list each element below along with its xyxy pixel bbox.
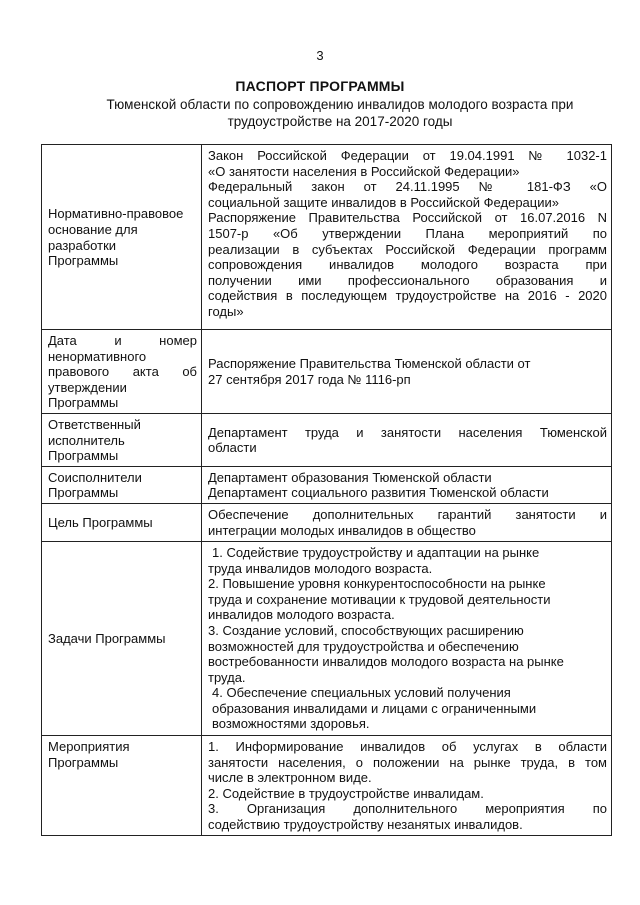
value-line: реализации в субъектах Российской Федерации программ	[208, 241, 607, 257]
row-value	[202, 503, 612, 541]
table-row	[42, 735, 612, 835]
label-line: утверждении	[48, 379, 127, 395]
value-line: возможностей для трудоустройства и обеспечению	[208, 638, 519, 654]
value-line: труда.	[208, 669, 246, 685]
row-label	[42, 413, 202, 466]
value-line: образования инвалидами и лицами с ограниченными	[212, 700, 537, 716]
row-label	[42, 735, 202, 835]
value-line: 27 сентября 2017 года № 1116-рп	[208, 371, 411, 387]
row-value	[202, 541, 612, 735]
value-line: Департамент труда и занятости населения Тюменской	[208, 424, 607, 440]
subtitle-line: Тюменской области по сопровождению инвалидов молодого возраста при	[106, 97, 574, 112]
value-line: содействия в последующем трудоустройстве на 2016 - 2020	[208, 288, 607, 304]
value-line: 1. Информирование инвалидов об услугах в области	[208, 738, 607, 754]
value-line: 3. Организация дополнительного мероприятия по	[208, 801, 607, 817]
value-line: сопровождения инвалидов молодого возраста при	[208, 257, 607, 273]
label-line: Программы	[48, 448, 119, 464]
value-line: 1. Содействие трудоустройству и адаптации на рынке	[212, 544, 540, 560]
row-value	[202, 330, 612, 414]
label-line: Мероприятия	[48, 738, 130, 754]
value-line: инвалидов молодого возраста.	[208, 607, 395, 623]
label-line: основание для	[48, 221, 138, 237]
row-label	[42, 145, 202, 330]
value-line: числе в электронном виде.	[208, 770, 372, 786]
table-row	[42, 145, 612, 330]
row-value	[202, 145, 612, 330]
label-line: Программы	[48, 395, 119, 411]
row-label	[42, 541, 202, 735]
subtitle-line: трудоустройстве на 2017-2020 годы	[227, 114, 453, 129]
value-line: Закон Российской Федерации от 19.04.1991 № 1032-1	[208, 148, 607, 163]
value-line: получении ими профессионального образования и	[208, 272, 607, 288]
table-row	[42, 466, 612, 503]
label-line: исполнитель	[48, 432, 125, 448]
value-line: труда и сохранение мотивации к трудовой деятельности	[208, 591, 551, 607]
value-line: Распоряжение Правительства Российской от 16.07.2016 N	[208, 210, 607, 226]
row-value	[202, 466, 612, 503]
value-line: социальной защите инвалидов в Российской Федерации»	[208, 194, 559, 210]
label-line: Задачи Программы	[48, 631, 166, 647]
table-row	[42, 330, 612, 414]
value-line: востребованности инвалидов молодого возраста на рынке	[208, 654, 564, 670]
row-label	[42, 503, 202, 541]
label-line: разработки	[48, 237, 117, 253]
label-line: Соисполнители	[48, 469, 142, 485]
passport-table	[41, 144, 612, 836]
value-line: Департамент образования Тюменской области	[208, 469, 492, 485]
value-line: возможностями здоровья.	[212, 716, 370, 732]
label-line: Ответственный	[48, 416, 141, 432]
label-line: Программы	[48, 754, 119, 770]
label-line: Программы	[48, 485, 119, 501]
value-line: занятости населения, о положении на рынке труда, в том	[208, 754, 607, 770]
table-row	[42, 413, 612, 466]
value-line: «О занятости населения в Российской Федерации»	[208, 163, 520, 179]
value-line: 1507-р «Об утверждении Плана мероприятий по	[208, 225, 607, 241]
table-row	[42, 541, 612, 735]
row-value	[202, 413, 612, 466]
page-number: 3	[316, 48, 324, 63]
label-line: Цель Программы	[48, 515, 153, 531]
value-line: Обеспечение дополнительных гарантий занятости и	[208, 506, 607, 522]
label-line: Программы	[48, 253, 119, 269]
label-line: правового акта об	[48, 364, 197, 380]
value-line: 2. Содействие в трудоустройстве инвалидам.	[208, 785, 484, 801]
row-label	[42, 466, 202, 503]
label-line: ненормативного	[48, 348, 147, 364]
table-row	[42, 503, 612, 541]
value-line: области	[208, 440, 257, 456]
value-line: 4. Обеспечение специальных условий получения	[212, 685, 511, 701]
value-line: Федеральный закон от 24.11.1995 № 181-ФЗ «О	[208, 179, 607, 195]
row-label	[42, 330, 202, 414]
label-line: Дата и номер	[48, 333, 197, 348]
value-line: интеграции молодых инвалидов в общество	[208, 522, 476, 538]
value-line: Департамент социального развития Тюменской области	[208, 485, 549, 501]
row-value	[202, 735, 612, 835]
value-line: Распоряжение Правительства Тюменской области от	[208, 356, 531, 372]
label-line: Нормативно-правовое	[48, 206, 184, 222]
value-line: содействию трудоустройству незанятых инвалидов.	[208, 816, 523, 832]
document-title: ПАСПОРТ ПРОГРАММЫ	[235, 78, 405, 94]
value-line: годы»	[208, 303, 244, 319]
document-subtitle	[100, 96, 580, 130]
value-line: 3. Создание условий, способствующих расширению	[208, 622, 524, 638]
value-line: труда инвалидов молодого возраста.	[208, 560, 433, 576]
value-line: 2. Повышение уровня конкурентоспособности на рынке	[208, 576, 546, 592]
